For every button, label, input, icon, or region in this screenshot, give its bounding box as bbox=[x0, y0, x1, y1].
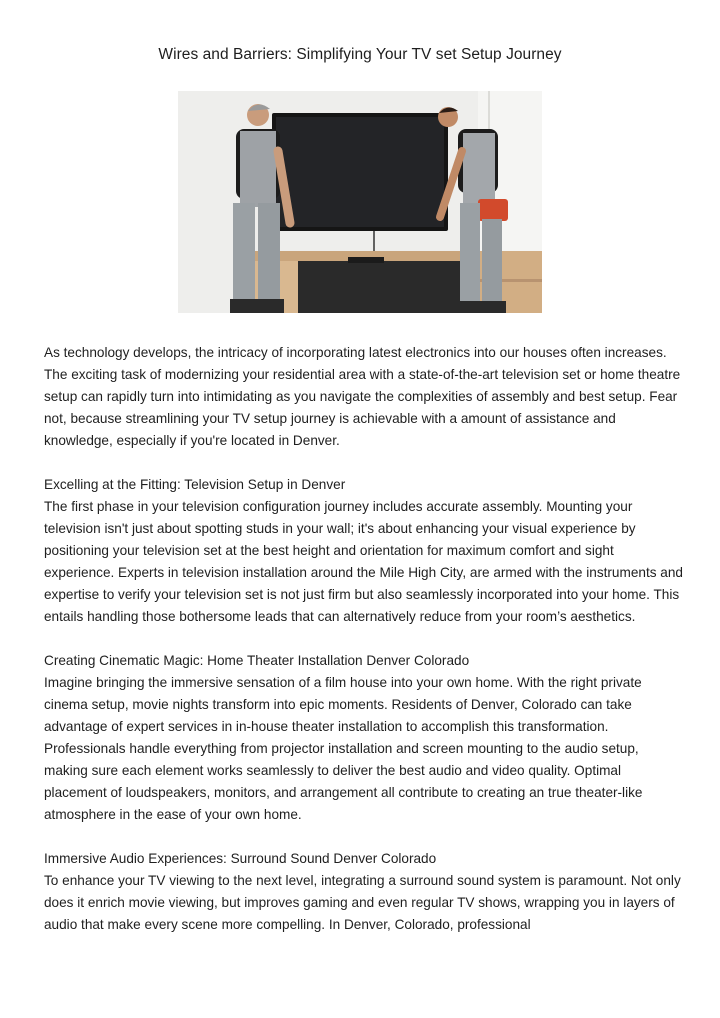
section-heading: Excelling at the Fitting: Television Setup in Denver bbox=[44, 477, 346, 492]
section-surround-sound bbox=[44, 848, 684, 936]
section-television-setup bbox=[44, 474, 684, 628]
document-title: Wires and Barriers: Simplifying Your TV set Setup Journey bbox=[158, 46, 562, 63]
section-paragraph: The first phase in your television configuration journey includes accurate assembly. Mounting your television isn't just about spotting studs in your wall; it's about enhancing your visual experience by positioning your television set at the best height and orientation for maximum comfort and sight experience. Experts in television installation around the Mile High City, are armed with the instruments and expertise to verify your television set is not just firm but also seamlessly incorporated into your home. This entails handling those bothersome leads that can alternatively reduce from your room’s aesthetics. bbox=[44, 499, 683, 624]
section-paragraph: To enhance your TV viewing to the next level, integrating a surround sound system is paramount. Not only does it enrich movie viewing, but improves gaming and even regular TV shows, wrapping you in layers of audio that make every scene more compelling. In Denver, Colorado, professional bbox=[44, 873, 681, 932]
section-home-theater bbox=[44, 650, 684, 826]
section-heading: Immersive Audio Experiences: Surround Sound Denver Colorado bbox=[44, 851, 437, 866]
tv-installation-photo bbox=[178, 91, 542, 313]
article-body bbox=[44, 342, 684, 936]
section-paragraph: Imagine bringing the immersive sensation of a film house into your own home. With the right private cinema setup, movie nights transform into epic moments. Residents of Denver, Colorado can take advantage of expert services in in-house theater installation to accomplish this transformation. Professionals handle everything from projector installation and screen mounting to the audio setup, making sure each element works seamlessly to deliver the best audio and video quality. Optimal placement of loudspeakers, monitors, and arrangement all contribute to creating an true theater-like atmosphere in the ease of your own home. bbox=[44, 675, 643, 822]
section-heading: Creating Cinematic Magic: Home Theater Installation Denver Colorado bbox=[44, 653, 470, 668]
intro-paragraph: As technology develops, the intricacy of incorporating latest electronics into our houses often increases. The exciting task of modernizing your residential area with a state-of-the-art television set or home theatre setup can rapidly turn into intimidating as you navigate the complexities of assembly and best setup. Fear not, because streamlining your TV setup journey is achievable with a amount of assistance and knowledge, especially if you're located in Denver. bbox=[44, 345, 681, 448]
